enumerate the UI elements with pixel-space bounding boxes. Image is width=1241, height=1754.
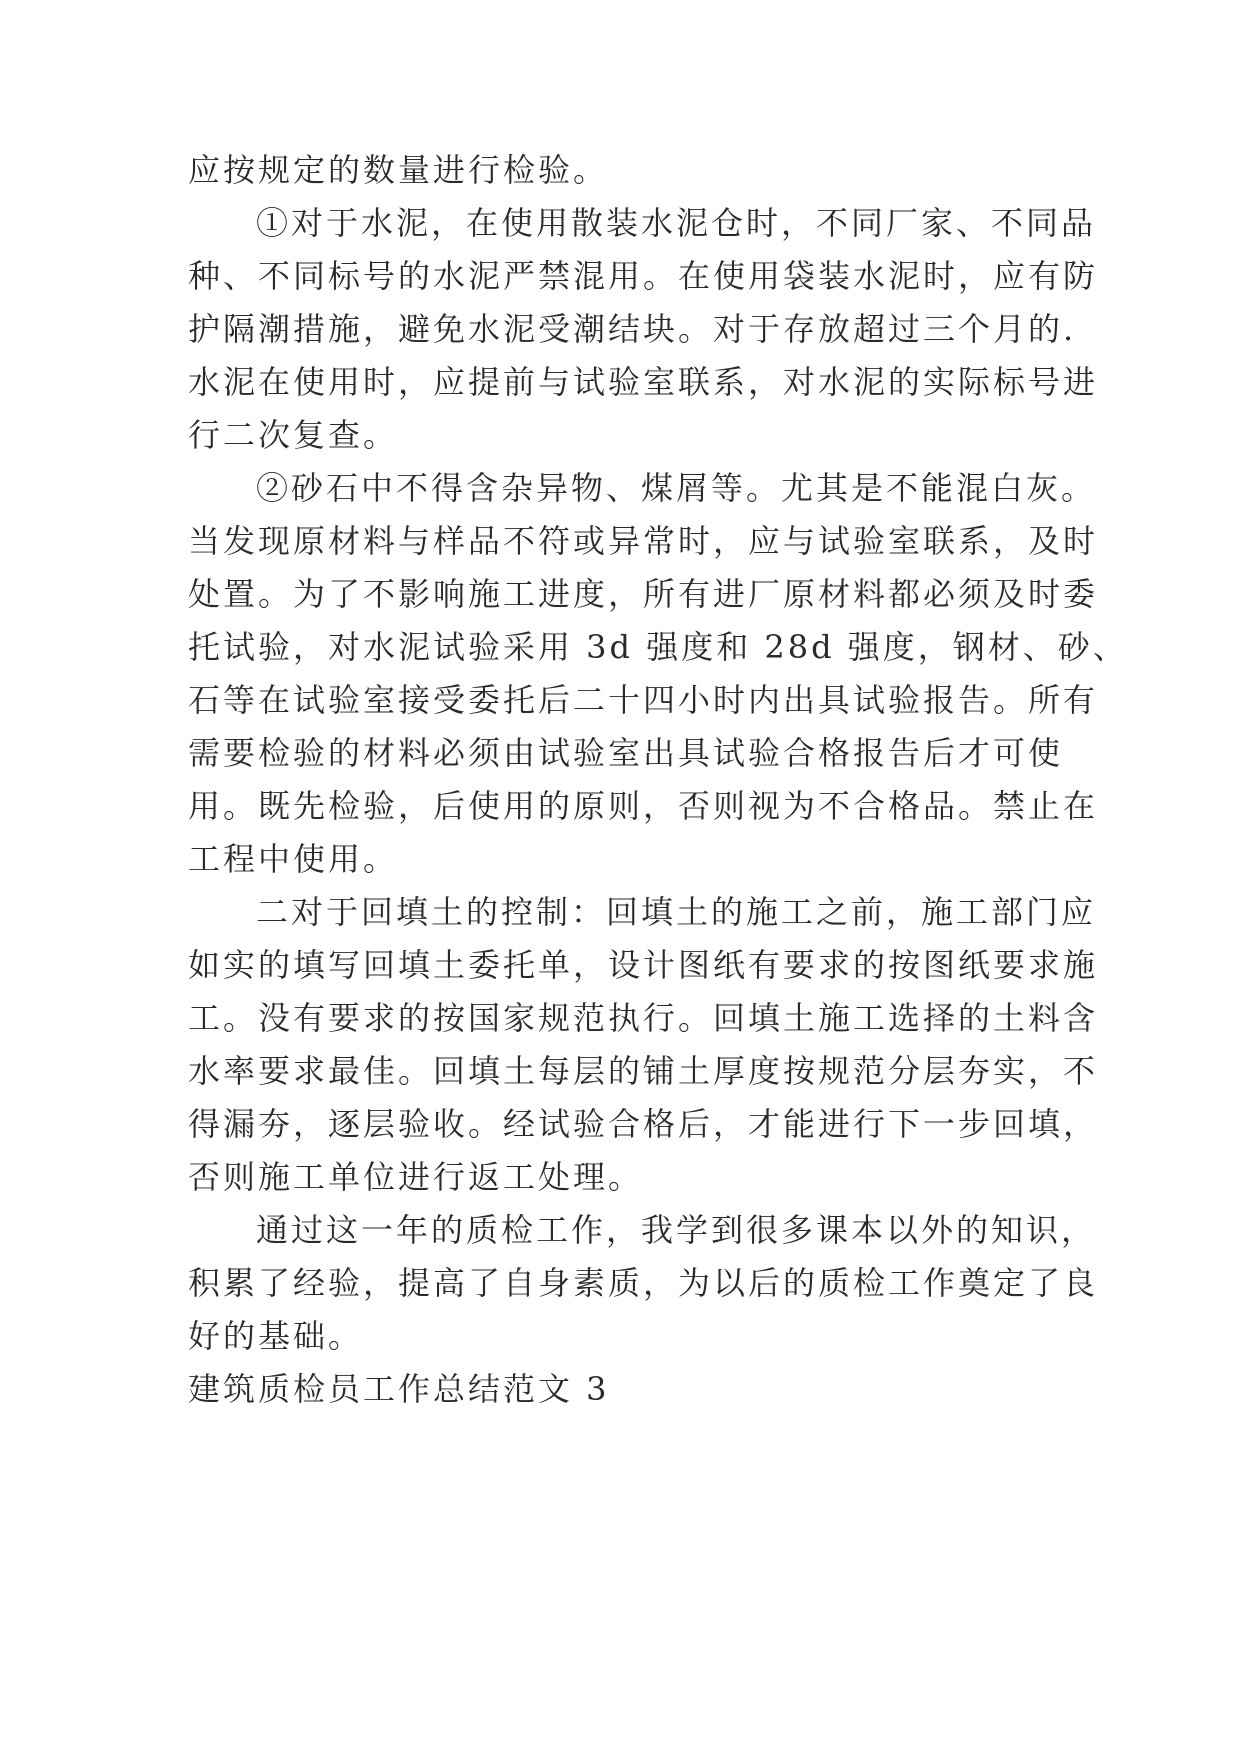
text-line: 好的基础。 [188,1317,364,1355]
text-line: 护隔潮措施，避免水泥受潮结块。对于存放超过三个月的. [188,310,1077,348]
text-line: 种、不同标号的水泥严禁混用。在使用袋装水泥时，应有防 [188,257,1099,295]
paragraph-gravel-start: ②砂石中不得含杂异物、煤屑等。尤其是不能混白灰。 [256,469,1097,507]
text-line: 如实的填写回填土委托单，设计图纸有要求的按图纸要求施 [188,946,1099,984]
text-line: 积累了经验，提高了自身素质，为以后的质检工作奠定了良 [188,1264,1099,1302]
text-line: 用。既先检验，后使用的原则，否则视为不合格品。禁止在 [188,787,1099,825]
paragraph-summary-start: 通过这一年的质检工作，我学到很多课本以外的知识， [256,1211,1097,1249]
text-line: 应按规定的数量进行检验。 [188,151,609,189]
text-line: 得漏夯，逐层验收。经试验合格后，才能进行下一步回填， [188,1105,1099,1143]
text-line: 否则施工单位进行返工处理。 [188,1158,644,1196]
text-line: 托试验，对水泥试验采用 3d 强度和 28d 强度，钢材、砂、 [188,628,1128,666]
paragraph-cement-start: ①对于水泥，在使用散装水泥仓时，不同厂家、不同品 [256,204,1097,242]
text-line: 处置。为了不影响施工进度，所有进厂原材料都必须及时委 [188,575,1099,613]
text-line: 水泥在使用时，应提前与试验室联系，对水泥的实际标号进 [188,363,1099,401]
text-line: 当发现原材料与样品不符或异常时，应与试验室联系，及时 [188,522,1099,560]
text-line: 行二次复查。 [188,416,399,454]
section-heading: 建筑质检员工作总结范文 3 [188,1370,610,1408]
text-line: 工。没有要求的按国家规范执行。回填土施工选择的土料含 [188,999,1099,1037]
text-line: 水率要求最佳。回填土每层的铺土厚度按规范分层夯实，不 [188,1052,1099,1090]
text-line: 需要检验的材料必须由试验室出具试验合格报告后才可使 [188,734,1064,772]
text-line: 工程中使用。 [188,840,399,878]
text-line: 石等在试验室接受委托后二十四小时内出具试验报告。所有 [188,681,1099,719]
paragraph-backfill-start: 二对于回填土的控制：回填土的施工之前，施工部门应 [256,893,1097,931]
